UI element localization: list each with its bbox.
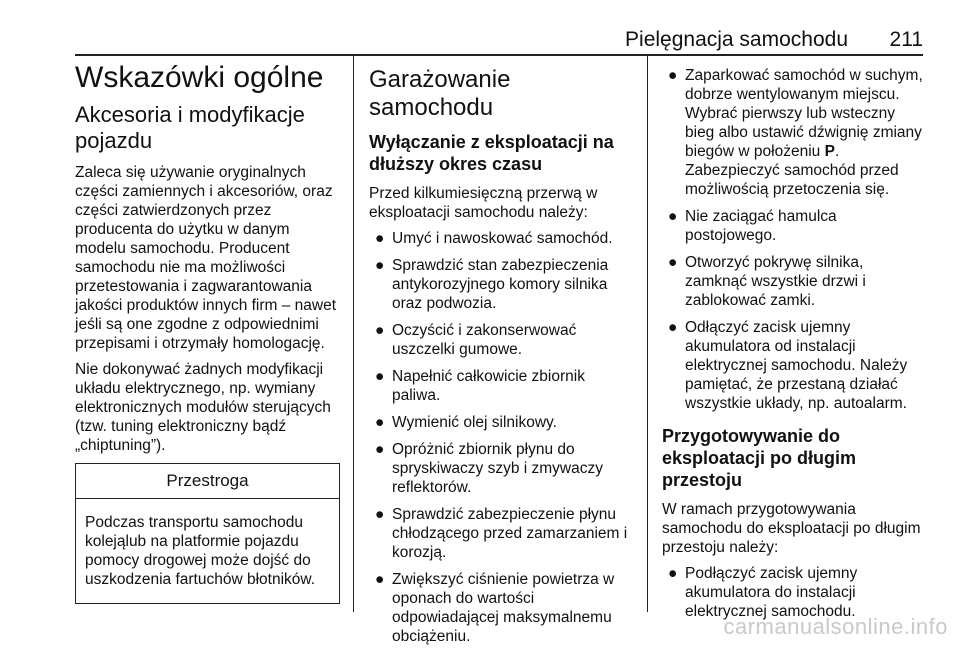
paragraph-modifications: Nie dokonywać żadnych modyfikacji układu elektrycznego, np. wymiany elektronicznych modułów sterujących (tzw. tuning elektroniczny bądź „chiptuning”). [75,361,331,454]
warning-body: Podczas transportu samochodu kolejąlub na platformie pojazdu pomocy drogowej może dojść do uszkodzenia fartuchów błotników. [85,514,316,588]
section-title: Pielęgnacja samochodu [625,28,848,51]
list-item: ● Odłączyć zacisk ujemny akumulatora od instalacji elektrycznej samochodu. Należy pamiętać, że przestaną działać wszystkie układy, np. autoalarm. [668,319,908,412]
intro-recommission: W ramach przygotowywania samochodu do eksploatacji po długim przestoju należy: [662,501,921,556]
list-item: ● Sprawdzić zabezpieczenie płynu chłodzącego przed zamarzaniem i korozją. [375,506,628,561]
column-2 [369,66,634,654]
list-item: ● Wymienić olej silnikowy. [375,414,557,431]
paragraph-accessories: Zaleca się używanie oryginalnych części zamiennych i akcesoriów, oraz części zatwierdzonych przez producenta do użytku w danym modelu samochodu. Producent samochodu nie ma możliwości przetestowania i zagwarantowania jakości produktów innych firm – nawet jeśli są one zgodne z odpowiednimi przepisami i otrzymały homologację. [75,164,337,352]
column-divider-1 [353,56,354,612]
list-item: ● Opróżnić zbiornik płynu do spryskiwaczy szyb i zmywaczy reflektorów. [375,441,603,496]
section-heading-storage: Garażowanie samochodu [369,66,511,121]
watermark: carmanualsonline.info [723,614,948,639]
list-item: ● Podłączyć zacisk ujemny akumulatora do instalacji elektrycznej samochodu. [668,565,858,620]
section-heading-accessories: Akcesoria i modyfikacje pojazdu [75,102,305,153]
list-item: ● Zaparkować samochód w suchym, dobrze wentylowanym miejscu. Wybrać pierwszy lub wsteczny bieg albo ustawić dźwignię zmiany biegów w położeniu P. Zabezpieczyć samochód przed możliwością przetoczenia się. [668,67,923,198]
list-item: ● Oczyścić i zakonserwować uszczelki gumowe. [375,322,577,358]
subheading-recommission: Przygotowywanie do eksploatacji po długim przestoju [662,426,857,490]
list-item: ● Zwiększyć ciśnienie powietrza w oponach do wartości odpowiadającej maksymalnemu obciążeniu. [375,571,615,645]
warning-box [75,463,340,604]
subheading-decommission: Wyłączanie z eksploatacji na dłuższy okres czasu [369,132,614,174]
column-1 [75,60,340,604]
header-rule [75,54,923,56]
list-item: ● Nie zaciągać hamulca postojowego. [668,208,837,244]
recommission-list [662,564,924,621]
column-divider-2 [647,56,648,612]
gear-position-p: P [824,143,835,160]
page-title: Wskazówki ogólne [75,61,324,94]
list-item: ● Napełnić całkowicie zbiornik paliwa. [375,368,585,404]
column-3 [662,66,924,629]
decommission-list [369,229,634,646]
page-number: 211 [889,28,923,51]
decommission-list-continued [662,66,924,413]
intro-decommission: Przed kilkumiesięczną przerwą w eksploatacji samochodu należy: [369,185,598,221]
list-item: ● Umyć i nawoskować samochód. [375,230,613,247]
list-item: ● Sprawdzić stan zabezpieczenia antykorozyjnego komory silnika oraz podwozia. [375,257,609,312]
list-item: ● Otworzyć pokrywę silnika, zamknąć wszystkie drzwi i zablokować zamki. [668,254,866,309]
warning-title: Przestroga [76,464,339,499]
